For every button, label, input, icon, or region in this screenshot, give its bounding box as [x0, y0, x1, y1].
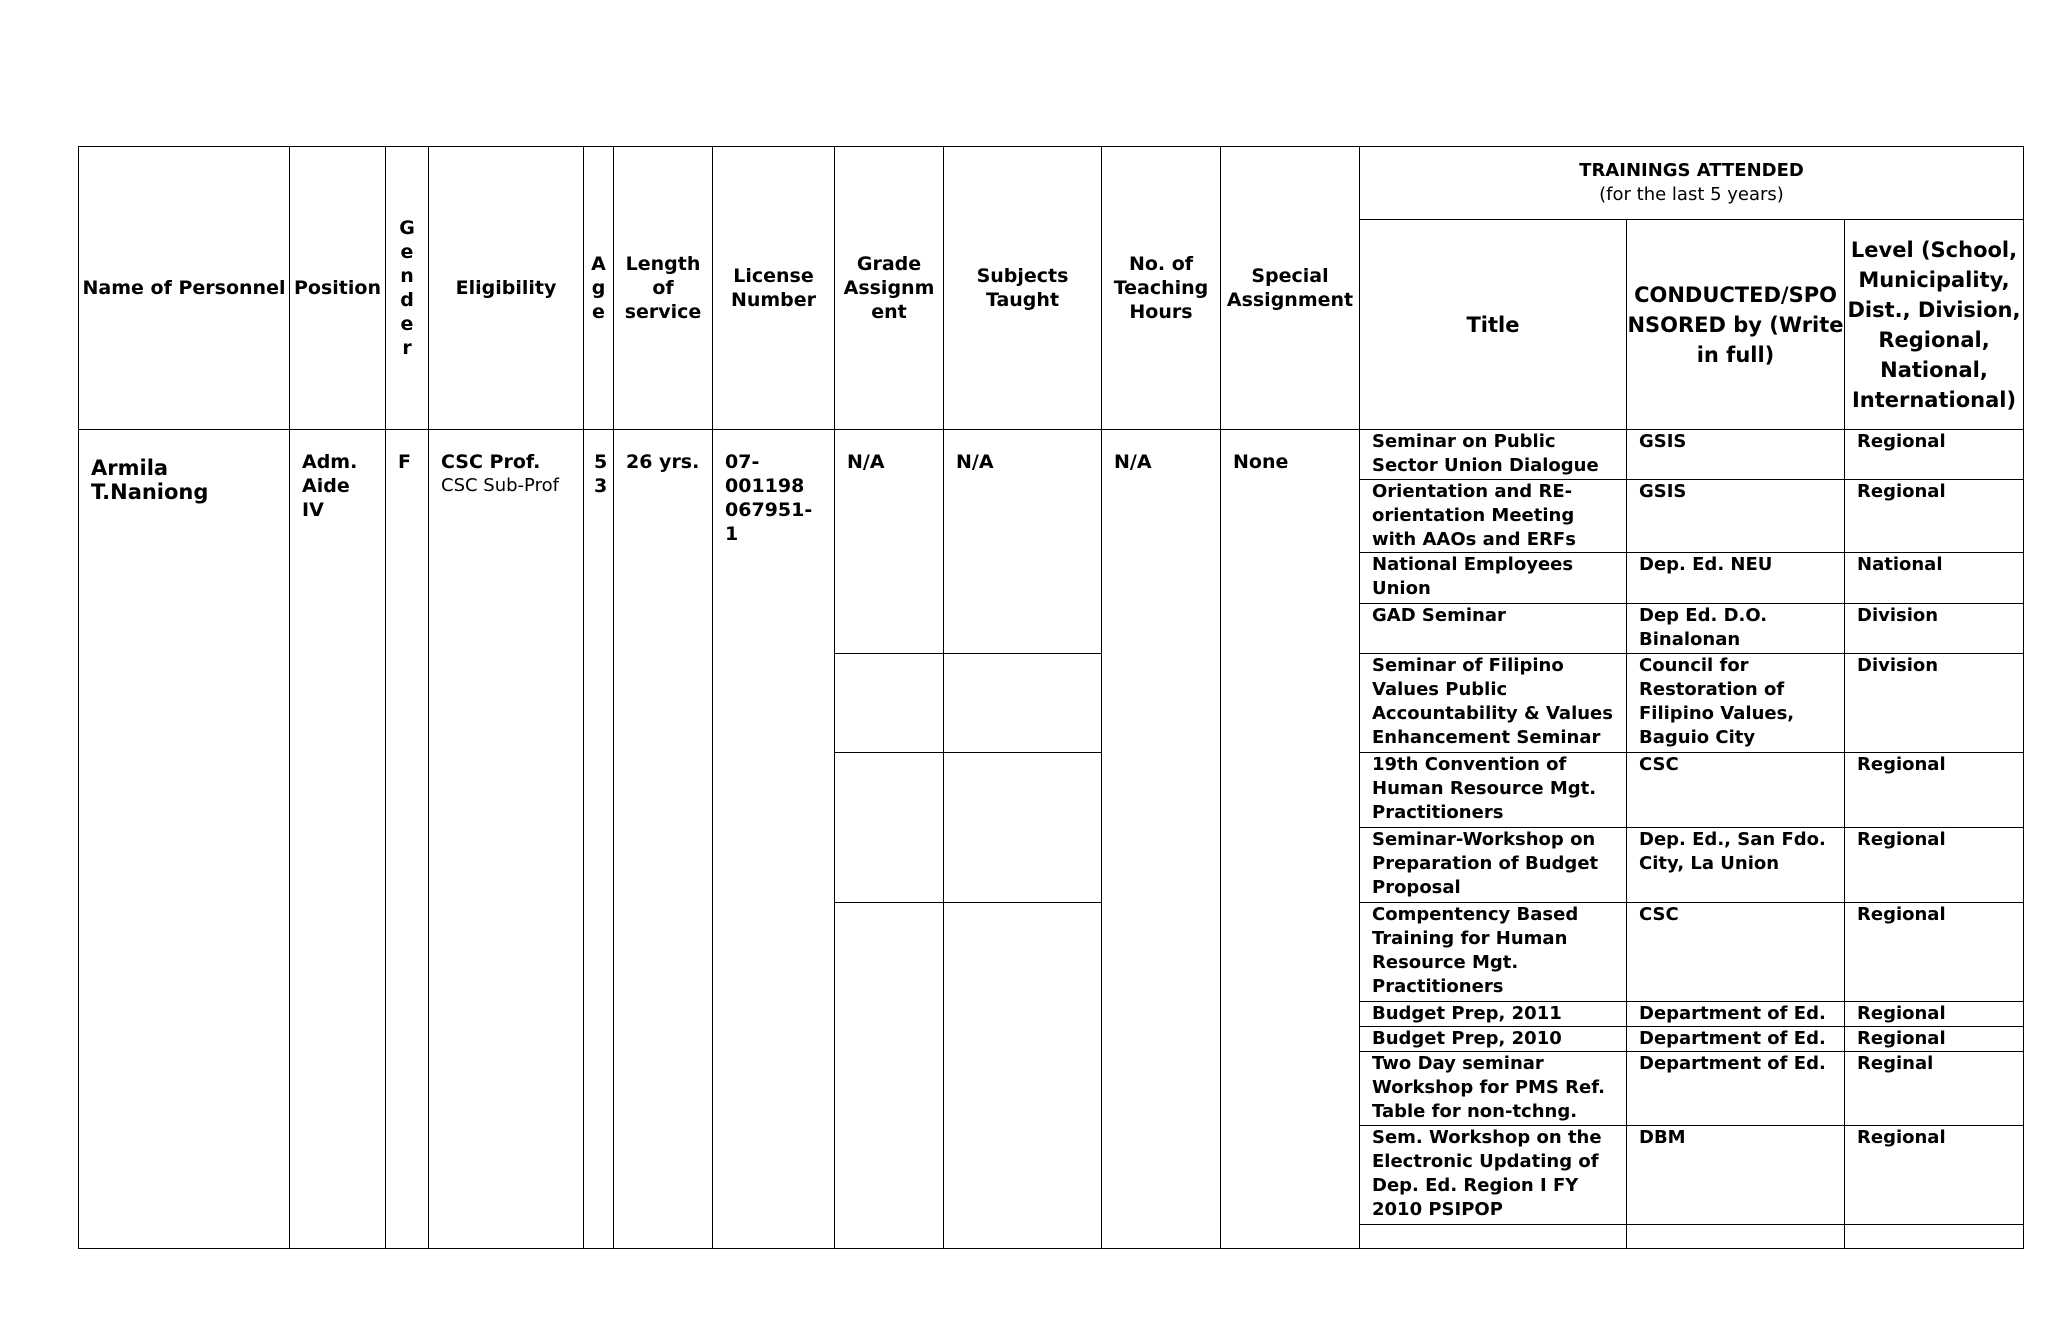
training-level [1845, 1225, 2024, 1249]
personnel-age: 5 3 [584, 430, 614, 1249]
personnel-table-wrapper [78, 146, 2024, 1249]
grade-assignment-blank [835, 654, 944, 753]
header-trainings-attended: TRAININGS ATTENDED (for the last 5 years) [1360, 147, 2024, 220]
training-conducted-by: Council for Restoration of Filipino Values, Baguio City [1627, 654, 1845, 753]
header-age: A g e [584, 147, 614, 430]
training-level: Regional [1845, 753, 2024, 828]
personnel-teaching-hours: N/A [1102, 430, 1221, 1249]
training-conducted-by: CSC [1627, 903, 1845, 1002]
header-position: Position [290, 147, 386, 430]
training-level: Division [1845, 604, 2024, 654]
training-title: Budget Prep, 2010 [1360, 1027, 1627, 1052]
training-title: Budget Prep, 2011 [1360, 1002, 1627, 1027]
training-level: Regional [1845, 430, 2024, 480]
training-title: National Employees Union [1360, 553, 1627, 604]
training-conducted-by: Dep Ed. D.O. Binalonan [1627, 604, 1845, 654]
training-conducted-by: GSIS [1627, 480, 1845, 553]
subjects-taught-blank [944, 753, 1102, 903]
training-level: Regional [1845, 1126, 2024, 1225]
header-length-of-service: Length of service [614, 147, 713, 430]
header-eligibility: Eligibility [429, 147, 584, 430]
header-gender: G e n d e r [386, 147, 429, 430]
training-conducted-by: CSC [1627, 753, 1845, 828]
training-title: GAD Seminar [1360, 604, 1627, 654]
training-title: Seminar-Workshop on Preparation of Budget Proposal [1360, 828, 1627, 903]
eligibility-primary: CSC Prof. [441, 451, 541, 473]
training-conducted-by: Dep. Ed., San Fdo. City, La Union [1627, 828, 1845, 903]
personnel-grade-assignment: N/A [835, 430, 944, 654]
eligibility-secondary: CSC Sub-Prof [441, 475, 559, 496]
training-level: Regional [1845, 1002, 2024, 1027]
training-conducted-by [1627, 1225, 1845, 1249]
personnel-table [78, 146, 2024, 1249]
training-title: Seminar on Public Sector Union Dialogue [1360, 430, 1627, 480]
grade-assignment-blank [835, 753, 944, 903]
training-level: Reginal [1845, 1052, 2024, 1126]
personnel-subjects-taught: N/A [944, 430, 1102, 654]
training-title: Two Day seminar Workshop for PMS Ref. Table for non-tchng. [1360, 1052, 1627, 1126]
training-conducted-by: Department of Ed. [1627, 1002, 1845, 1027]
header-training-title: Title [1360, 220, 1627, 430]
training-level: Regional [1845, 480, 2024, 553]
training-title: Seminar of Filipino Values Public Accountability & Values Enhancement Seminar [1360, 654, 1627, 753]
training-title: 19th Convention of Human Resource Mgt. Practitioners [1360, 753, 1627, 828]
personnel-eligibility [429, 430, 584, 1249]
header-special-assignment: Special Assignment [1221, 147, 1360, 430]
training-conducted-by: Dep. Ed. NEU [1627, 553, 1845, 604]
training-conducted-by: GSIS [1627, 430, 1845, 480]
training-title: Orientation and RE-orientation Meeting with AAOs and ERFs [1360, 480, 1627, 553]
personnel-name: Armila T.Naniong [79, 430, 290, 1249]
training-title [1360, 1225, 1627, 1249]
personnel-gender: F [386, 430, 429, 1249]
training-title: Compentency Based Training for Human Resource Mgt. Practitioners [1360, 903, 1627, 1002]
training-level: Division [1845, 654, 2024, 753]
header-conducted-by: CONDUCTED/SPO NSORED by (Write in full) [1627, 220, 1845, 430]
header-subjects-taught: Subjects Taught [944, 147, 1102, 430]
training-level: Regional [1845, 903, 2024, 1002]
grade-assignment-blank [835, 903, 944, 1249]
training-level: National [1845, 553, 2024, 604]
header-grade-assignment: Grade Assignm ent [835, 147, 944, 430]
training-conducted-by: DBM [1627, 1126, 1845, 1225]
subjects-taught-blank [944, 903, 1102, 1249]
training-conducted-by: Department of Ed. [1627, 1052, 1845, 1126]
personnel-length-of-service: 26 yrs. [614, 430, 713, 1249]
header-teaching-hours: No. of Teaching Hours [1102, 147, 1221, 430]
training-conducted-by: Department of Ed. [1627, 1027, 1845, 1052]
header-level: Level (School, Municipality, Dist., Division, Regional, National, International) [1845, 220, 2024, 430]
personnel-special-assignment: None [1221, 430, 1360, 1249]
personnel-position: Adm. Aide IV [290, 430, 386, 1249]
training-level: Regional [1845, 1027, 2024, 1052]
training-level: Regional [1845, 828, 2024, 903]
training-title: Sem. Workshop on the Electronic Updating of Dep. Ed. Region I FY 2010 PSIPOP [1360, 1126, 1627, 1225]
subjects-taught-blank [944, 654, 1102, 753]
header-name: Name of Personnel [79, 147, 290, 430]
personnel-license-number: 07-001198 067951-1 [713, 430, 835, 1249]
header-license-number: License Number [713, 147, 835, 430]
